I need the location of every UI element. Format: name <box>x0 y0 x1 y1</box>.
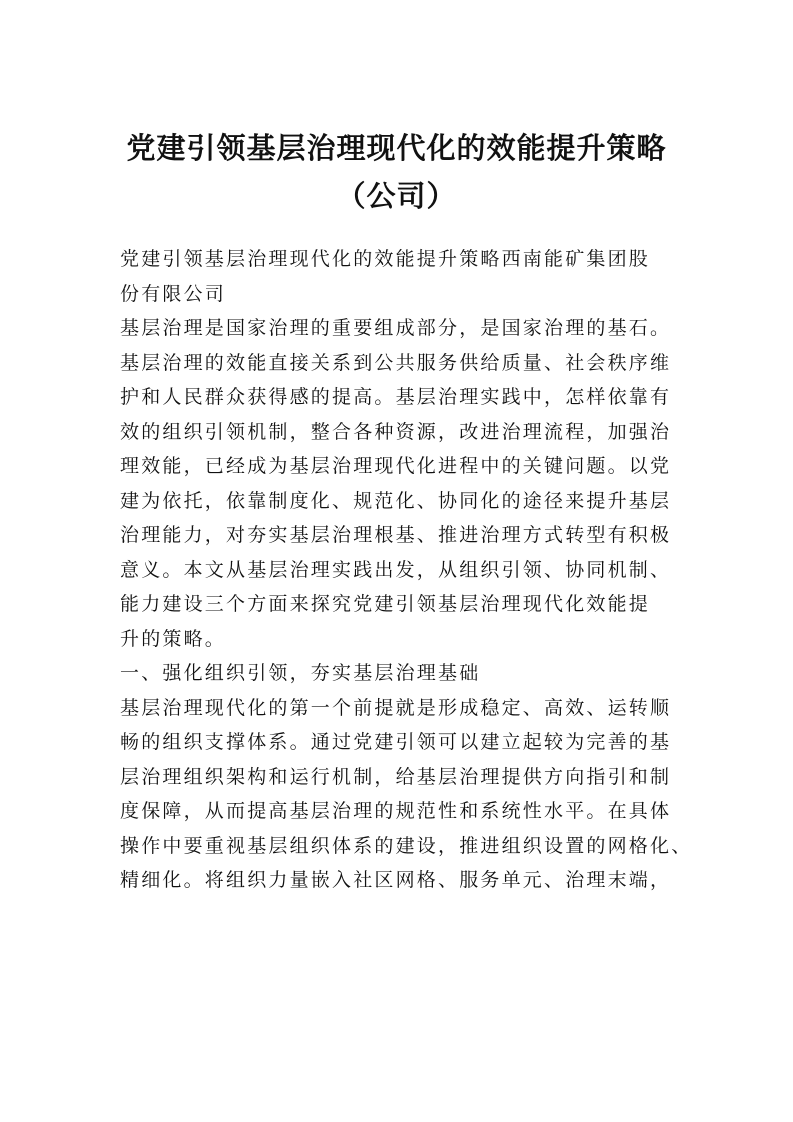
body-text-line: 操作中要重视基层组织体系的建设，推进组织设置的网格化、 <box>120 834 693 857</box>
document-body <box>120 242 693 898</box>
body-text-line: 层治理组织架构和运行机制，给基层治理提供方向指引和制 <box>120 765 672 788</box>
document-subtitle: （公司） <box>336 179 457 213</box>
body-text-line: 精细化。将组织力量嵌入社区网格、服务单元、治理末端， <box>120 869 672 891</box>
body-text-line: 能力建设三个方面来探究党建引领基层治理现代化效能提 <box>120 593 651 615</box>
body-text-line: 党建引领基层治理现代化的效能提升策略西南能矿集团股 <box>120 248 651 270</box>
body-text-line: 建为依托，依靠制度化、规范化、协同化的途径来提升基层 <box>120 489 672 512</box>
body-text-line: 度保障，从而提高基层治理的规范性和系统性水平。在具体 <box>120 800 672 822</box>
body-text-line: 基层治理是国家治理的重要组成部分，是国家治理的基石。 <box>120 317 672 339</box>
body-text-line: 理效能，已经成为基层治理现代化进程中的关键问题。以党 <box>120 455 672 477</box>
body-text-line: 治理能力，对夯实基层治理根基、推进治理方式转型有积极 <box>120 524 672 546</box>
body-text-line: 份有限公司 <box>120 282 227 305</box>
body-text-line: 一、强化组织引领，夯实基层治理基础 <box>120 662 481 684</box>
document-title: 党建引领基层治理现代化的效能提升策略 <box>126 131 667 165</box>
body-text-line: 升的策略。 <box>120 627 227 650</box>
body-text-line: 畅的组织支撑体系。通过党建引领可以建立起较为完善的基 <box>120 731 672 753</box>
body-text-line: 基层治理的效能直接关系到公共服务供给质量、社会秩序维 <box>120 351 672 374</box>
body-text-line: 护和人民群众获得感的提高。基层治理实践中，怎样依靠有 <box>120 386 672 408</box>
body-text-line: 效的组织引领机制，整合各种资源，改进治理流程，加强治 <box>120 420 672 443</box>
body-text-line: 意义。本文从基层治理实践出发，从组织引领、协同机制、 <box>120 558 672 581</box>
body-text-line: 基层治理现代化的第一个前提就是形成稳定、高效、运转顺 <box>120 696 672 719</box>
